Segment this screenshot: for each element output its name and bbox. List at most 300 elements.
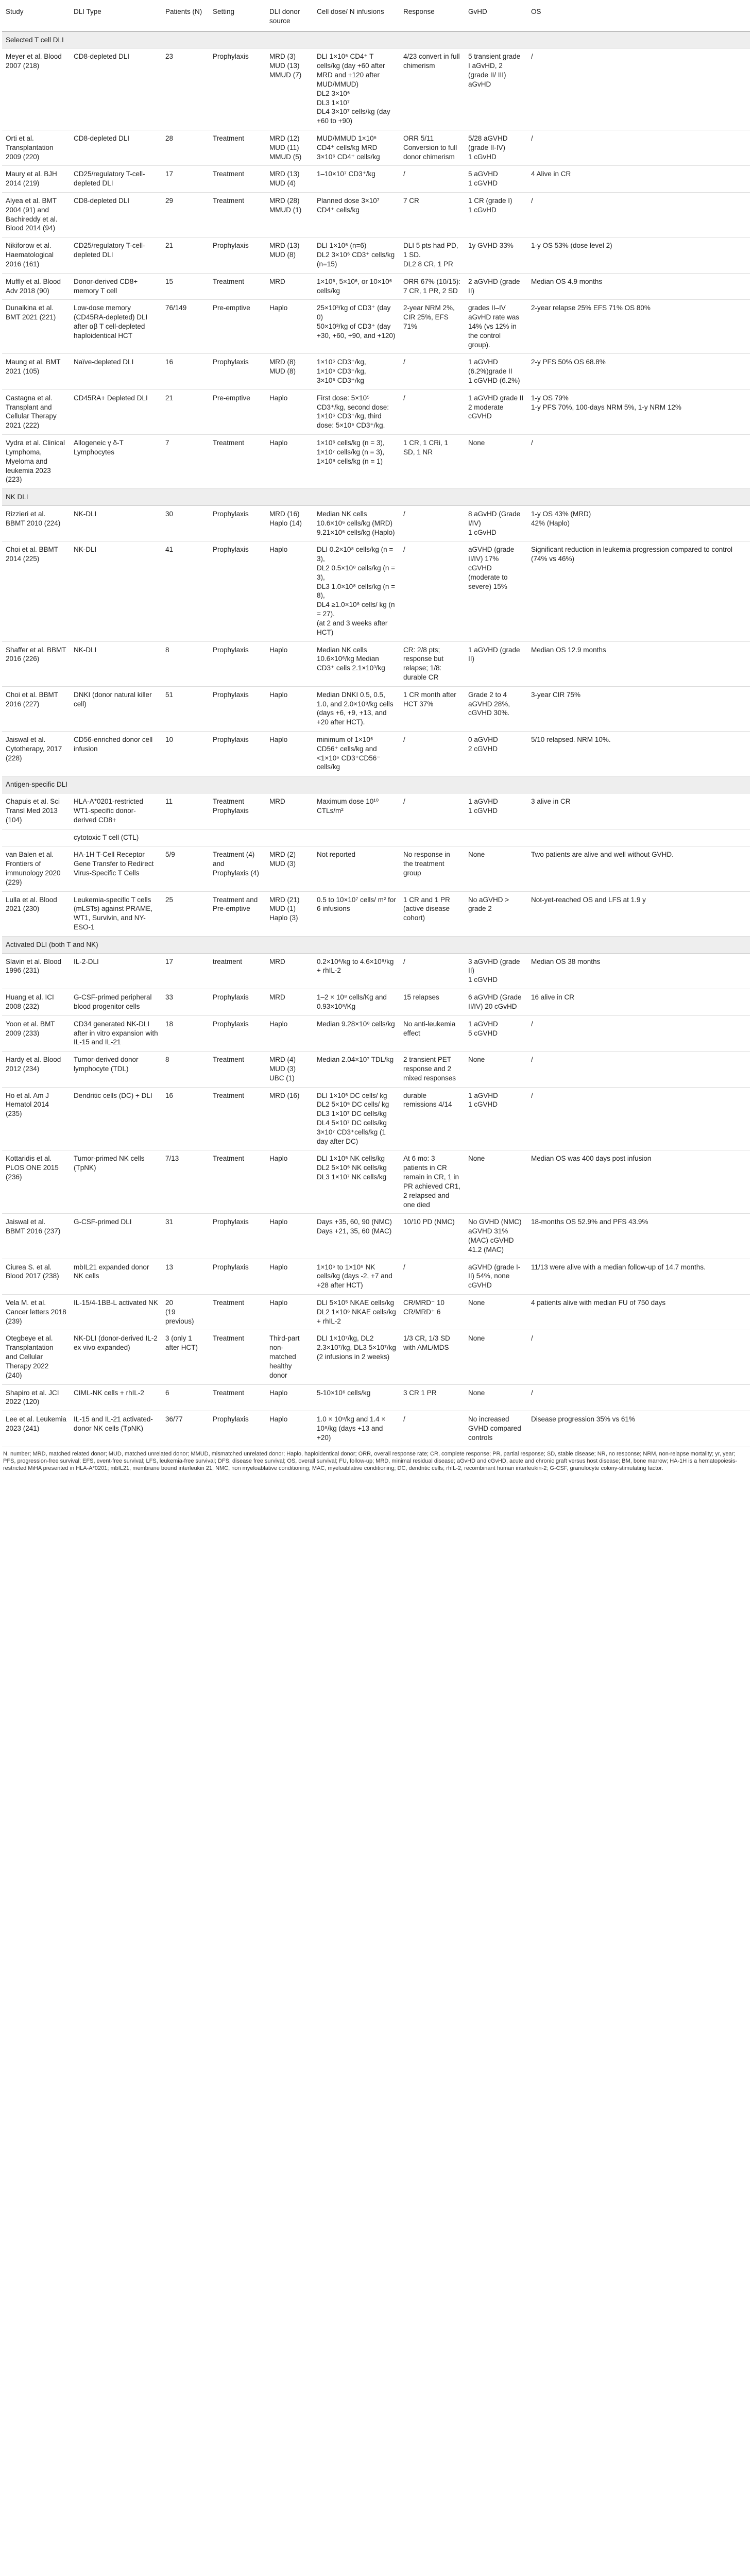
table-cell: /: [400, 354, 465, 389]
table-cell: Shaffer et al. BBMT 2016 (226): [2, 641, 70, 686]
table-cell: NK-DLI: [70, 505, 162, 541]
table-cell: /: [527, 130, 750, 165]
header-dli-type: DLI Type: [70, 2, 162, 31]
table-row: [2, 300, 750, 354]
table-cell: aGVHD (grade II/IV) 17% cGVHD (moderate to severe) 15%: [465, 541, 527, 641]
table-cell: Prophylaxis: [209, 48, 266, 130]
table-cell: 33: [162, 989, 209, 1016]
table-cell: No response in the treatment group: [400, 846, 465, 891]
table-cell: 16 alive in CR: [527, 989, 750, 1016]
table-cell: Haplo: [266, 686, 313, 731]
table-cell: Maury et al. BJH 2014 (219): [2, 166, 70, 193]
table-cell: grades II–IV aGvHD rate was 14% (vs 12% in the control group).: [465, 300, 527, 354]
table-cell: CR/MRD⁻ 10 CR/MRD⁺ 6: [400, 1295, 465, 1330]
header-gvhd: GvHD: [465, 2, 527, 31]
table-cell: Haplo: [266, 300, 313, 354]
table-cell: Prophylaxis: [209, 641, 266, 686]
section-header: [2, 489, 750, 506]
table-cell: 1 CR, 1 CRi, 1 SD, 1 NR: [400, 435, 465, 489]
table-cell: DLI 1×10⁶ NK cells/kg DL2 5×10⁶ NK cells/kg DL3 1×10⁷ NK cells/kg: [313, 1150, 400, 1214]
table-cell: 1-y OS 79% 1-y PFS 70%, 100-days NRM 5%, 1-y NRM 12%: [527, 389, 750, 434]
table-cell: MRD (8) MUD (8): [266, 354, 313, 389]
table-cell: Haplo: [266, 1295, 313, 1330]
table-cell: DLI 1×10⁶ (n=6) DL2 3×10⁶ CD3⁺ cells/kg (n=15): [313, 238, 400, 273]
table-cell: [266, 829, 313, 846]
table-cell: 1-y OS 53% (dose level 2): [527, 238, 750, 273]
table-cell: None: [465, 435, 527, 489]
table-cell: IL-15/4-1BB-L activated NK: [70, 1295, 162, 1330]
table-cell: Shapiro et al. JCI 2022 (120): [2, 1384, 70, 1411]
table-cell: Haplo: [266, 389, 313, 434]
table-cell: 36/77: [162, 1411, 209, 1447]
table-cell: Chapuis et al. Sci Transl Med 2013 (104): [2, 793, 70, 829]
section-header: [2, 776, 750, 793]
table-row: [2, 130, 750, 165]
table-cell: Treatment: [209, 273, 266, 300]
table-cell: Prophylaxis: [209, 1259, 266, 1294]
table-cell: MRD (4) MUD (3) UBC (1): [266, 1052, 313, 1087]
table-cell: Prophylaxis: [209, 1214, 266, 1259]
table-cell: 7 CR: [400, 193, 465, 238]
table-cell: 3 alive in CR: [527, 793, 750, 829]
table-cell: 1 aGVHD (grade II): [465, 641, 527, 686]
table-cell: No aGVHD > grade 2: [465, 891, 527, 936]
table-cell: Planned dose 3×10⁷ CD4⁺ cells/kg: [313, 193, 400, 238]
table-cell: ORR 5/11 Conversion to full donor chimerism: [400, 130, 465, 165]
table-cell: DLI 0.2×10⁸ cells/kg (n = 3), DL2 0.5×10⁸ cells/kg (n = 3), DL3 1.0×10⁸ cells/kg (n = 8), DL4 ≥1.0×10⁸ cells/ kg (n = 27). (at 2 and 3 weeks after HCT): [313, 541, 400, 641]
table-cell: treatment: [209, 953, 266, 989]
table-cell: 2 transient PET response and 2 mixed responses: [400, 1052, 465, 1087]
table-cell: /: [400, 1411, 465, 1447]
table-row: [2, 48, 750, 130]
table-cell: IL-15 and IL-21 activated-donor NK cells (TpNK): [70, 1411, 162, 1447]
table-cell: /: [400, 389, 465, 434]
table-cell: [527, 829, 750, 846]
table-cell: 8: [162, 1052, 209, 1087]
table-cell: None: [465, 1330, 527, 1384]
table-cell: Treatment: [209, 1150, 266, 1214]
table-cell: None: [465, 1295, 527, 1330]
table-cell: CD8-depleted DLI: [70, 130, 162, 165]
table-cell: Tumor-primed NK cells (TpNK): [70, 1150, 162, 1214]
table-cell: Allogeneic γ δ-T Lymphocytes: [70, 435, 162, 489]
table-row: [2, 354, 750, 389]
table-cell: Haplo: [266, 1411, 313, 1447]
table-cell: 5-10×10⁶ cells/kg: [313, 1384, 400, 1411]
table-cell: Haplo: [266, 641, 313, 686]
table-cell: 1 CR and 1 PR (active disease cohort): [400, 891, 465, 936]
table-cell: CIML-NK cells + rhIL-2: [70, 1384, 162, 1411]
table-cell: None: [465, 1052, 527, 1087]
table-cell: Jaiswal et al. Cytotherapy, 2017 (228): [2, 732, 70, 776]
table-cell: 10: [162, 732, 209, 776]
table-row: [2, 505, 750, 541]
table-cell: NK-DLI: [70, 541, 162, 641]
table-cell: CD8-depleted DLI: [70, 193, 162, 238]
table-cell: Lee et al. Leukemia 2023 (241): [2, 1411, 70, 1447]
table-cell: 4 Alive in CR: [527, 166, 750, 193]
table-cell: 0.2×10⁶/kg to 4.6×10⁸/kg + rhIL-2: [313, 953, 400, 989]
dli-studies-table: [2, 2, 750, 1447]
table-cell: CR: 2/8 pts; response but relapse; 1/8: durable CR: [400, 641, 465, 686]
table-cell: Treatment: [209, 1330, 266, 1384]
table-cell: Treatment and Pre-emptive: [209, 891, 266, 936]
table-cell: 15 relapses: [400, 989, 465, 1016]
table-row: [2, 1330, 750, 1384]
table-cell: 17: [162, 166, 209, 193]
table-cell: Haplo: [266, 435, 313, 489]
table-cell: 1–10×10⁷ CD3⁺/kg: [313, 166, 400, 193]
table-cell: 2 aGVHD (grade II): [465, 273, 527, 300]
table-cell: IL-2-DLI: [70, 953, 162, 989]
table-cell: Leukemia-specific T cells (mLSTs) against PRAME, WT1, Survivin, and NY-ESO-1: [70, 891, 162, 936]
table-row: [2, 541, 750, 641]
table-cell: NK-DLI: [70, 641, 162, 686]
table-cell: Rizzieri et al. BBMT 2010 (224): [2, 505, 70, 541]
table-cell: 5/10 relapsed. NRM 10%.: [527, 732, 750, 776]
table-cell: Median NK cells 10.6×10⁶/kg Median CD3⁺ cells 2.1×10³/kg: [313, 641, 400, 686]
table-cell: G-CSF-primed DLI: [70, 1214, 162, 1259]
table-cell: [209, 829, 266, 846]
table-cell: No GVHD (NMC) aGVHD 31% (MAC) cGVHD 41.2 (MAC): [465, 1214, 527, 1259]
table-cell: Vela M. et al. Cancer letters 2018 (239): [2, 1295, 70, 1330]
table-cell: DLI 1×10⁶ CD4⁺ T cells/kg (day +60 after MRD and +120 after MUD/MMUD) DL2 3×10⁶ DL3 1×10⁷ DL4 3×10⁷ cells/kg (day +60 to +90): [313, 48, 400, 130]
table-cell: Days +35, 60, 90 (NMC) Days +21, 35, 60 (MAC): [313, 1214, 400, 1259]
table-cell: /: [400, 793, 465, 829]
section-title: Activated DLI (both T and NK): [2, 936, 750, 953]
section-header: [2, 31, 750, 48]
table-cell: Treatment (4) and Prophylaxis (4): [209, 846, 266, 891]
table-cell: 11: [162, 793, 209, 829]
table-cell: Low-dose memory (CD45RA-depleted) DLI after αβ T cell-depleted haploidentical HCT: [70, 300, 162, 354]
table-cell: 21: [162, 238, 209, 273]
table-cell: DNKI (donor natural killer cell): [70, 686, 162, 731]
table-cell: CD8-depleted DLI: [70, 48, 162, 130]
table-row: [2, 435, 750, 489]
table-cell: 2-y PFS 50% OS 68.8%: [527, 354, 750, 389]
table-cell: No anti-leukemia effect: [400, 1015, 465, 1051]
table-cell: /: [527, 1015, 750, 1051]
table-cell: MRD (2) MUD (3): [266, 846, 313, 891]
table-cell: Treatment: [209, 1295, 266, 1330]
table-cell: CD25/regulatory T-cell-depleted DLI: [70, 166, 162, 193]
table-row: [2, 1295, 750, 1330]
table-cell: At 6 mo: 3 patients in CR remain in CR, 1 in PR achieved CR1, 2 relapsed and one died: [400, 1150, 465, 1214]
table-cell: 20 (19 previous): [162, 1295, 209, 1330]
table-cell: Lulla et al. Blood 2021 (230): [2, 891, 70, 936]
table-cell: 3 (only 1 after HCT): [162, 1330, 209, 1384]
table-cell: 28: [162, 130, 209, 165]
table-cell: 5 aGVHD 1 cGVHD: [465, 166, 527, 193]
table-cell: Prophylaxis: [209, 1015, 266, 1051]
table-cell: Median OS 38 months: [527, 953, 750, 989]
table-cell: minimum of 1×10⁶ CD56⁺ cells/kg and <1×10⁶ CD3⁺CD56⁻ cells/kg: [313, 732, 400, 776]
table-cell: /: [527, 193, 750, 238]
table-cell: 7: [162, 435, 209, 489]
table-row: [2, 829, 750, 846]
table-cell: /: [527, 1384, 750, 1411]
table-cell: DLI 5×10⁵ NKAE cells/kg DL2 1×10⁶ NKAE cells/kg + rhIL-2: [313, 1295, 400, 1330]
table-cell: DLI 1×10⁷/kg, DL2 2.3×10⁷/kg, DL3 5×10⁷/kg (2 infusions in 2 weeks): [313, 1330, 400, 1384]
table-cell: 16: [162, 1087, 209, 1150]
table-cell: Haplo: [266, 1214, 313, 1259]
table-row: [2, 1384, 750, 1411]
table-cell: 1 aGVHD 5 cGVHD: [465, 1015, 527, 1051]
table-row: [2, 166, 750, 193]
table-cell: /: [527, 48, 750, 130]
table-cell: 1–2 × 10⁸ cells/Kg and 0.93×10⁸/Kg: [313, 989, 400, 1016]
table-cell: Choi et al. BBMT 2014 (225): [2, 541, 70, 641]
table-cell: 4 patients alive with median FU of 750 days: [527, 1295, 750, 1330]
table-cell: 1×10⁶ cells/kg (n = 3), 1×10⁷ cells/kg (n = 3), 1×10⁸ cells/kg (n = 1): [313, 435, 400, 489]
section-header: [2, 936, 750, 953]
table-cell: 6: [162, 1384, 209, 1411]
table-cell: 25: [162, 891, 209, 936]
table-cell: cytotoxic T cell (CTL): [70, 829, 162, 846]
table-cell: None: [465, 846, 527, 891]
table-cell: MRD (13) MUD (8): [266, 238, 313, 273]
table-row: [2, 1214, 750, 1259]
table-cell: Median OS 12.9 months: [527, 641, 750, 686]
table-cell: 6 aGVHD (Grade II/IV) 20 cGvHD: [465, 989, 527, 1016]
table-cell: 29: [162, 193, 209, 238]
table-cell: 7/13: [162, 1150, 209, 1214]
header-patients: Patients (N): [162, 2, 209, 31]
table-cell: 8: [162, 641, 209, 686]
table-cell: van Balen et al. Frontiers of immunology 2020 (229): [2, 846, 70, 891]
table-cell: 8 aGvHD (Grade I/IV) 1 cGvHD: [465, 505, 527, 541]
table-cell: Castagna et al. Transplant and Cellular Therapy 2021 (222): [2, 389, 70, 434]
header-cell-dose: Cell dose/ N infusions: [313, 2, 400, 31]
table-cell: No increased GVHD compared controls: [465, 1411, 527, 1447]
table-cell: 1y GVHD 33%: [465, 238, 527, 273]
table-cell: MRD (21) MUD (1) Haplo (3): [266, 891, 313, 936]
table-cell: 16: [162, 354, 209, 389]
table-row: [2, 846, 750, 891]
table-cell: /: [400, 166, 465, 193]
table-cell: MRD (16): [266, 1087, 313, 1150]
table-row: [2, 793, 750, 829]
table-cell: 18-months OS 52.9% and PFS 43.9%: [527, 1214, 750, 1259]
header-donor-source: DLI donor source: [266, 2, 313, 31]
table-cell: MRD: [266, 273, 313, 300]
table-cell: Naïve-depleted DLI: [70, 354, 162, 389]
table-cell: CD25/regulatory T-cell-depleted DLI: [70, 238, 162, 273]
table-cell: 51: [162, 686, 209, 731]
table-cell: Median OS 4.9 months: [527, 273, 750, 300]
table-cell: Yoon et al. BMT 2009 (233): [2, 1015, 70, 1051]
table-cell: Orti et al. Transplantation 2009 (220): [2, 130, 70, 165]
table-cell: Choi et al. BBMT 2016 (227): [2, 686, 70, 731]
table-cell: 3 aGVHD (grade II) 1 cGVHD: [465, 953, 527, 989]
table-cell: 4/23 convert in full chimerism: [400, 48, 465, 130]
table-cell: 1.0 × 10⁸/kg and 1.4 × 10⁸/kg (days +13 and +20): [313, 1411, 400, 1447]
table-cell: /: [400, 541, 465, 641]
table-cell: DLI 5 pts had PD, 1 SD. DL2 8 CR, 1 PR: [400, 238, 465, 273]
table-cell: MRD: [266, 989, 313, 1016]
table-cell: Prophylaxis: [209, 541, 266, 641]
table-cell: 1 aGVHD 1 cGVHD: [465, 1087, 527, 1150]
header-setting: Setting: [209, 2, 266, 31]
table-cell: Prophylaxis: [209, 505, 266, 541]
table-cell: Maximum dose 10¹⁰ CTLs/m²: [313, 793, 400, 829]
table-cell: /: [400, 505, 465, 541]
table-cell: MRD (28) MMUD (1): [266, 193, 313, 238]
header-row: [2, 2, 750, 31]
table-row: [2, 641, 750, 686]
table-cell: 1 aGVHD grade II 2 moderate cGVHD: [465, 389, 527, 434]
table-cell: Ho et al. Am J Hematol 2014 (235): [2, 1087, 70, 1150]
header-response: Response: [400, 2, 465, 31]
table-cell: Treatment: [209, 435, 266, 489]
table-cell: Dunaikina et al. BMT 2021 (221): [2, 300, 70, 354]
table-cell: Pre-emptive: [209, 389, 266, 434]
table-cell: 1/3 CR, 1/3 SD with AML/MDS: [400, 1330, 465, 1384]
table-row: [2, 686, 750, 731]
table-cell: 30: [162, 505, 209, 541]
table-row: [2, 1150, 750, 1214]
table-cell: 5/28 aGVHD (grade II-IV) 1 cGvHD: [465, 130, 527, 165]
table-row: [2, 989, 750, 1016]
table-cell: HA-1H T-Cell Receptor Gene Transfer to Redirect Virus-Specific T Cells: [70, 846, 162, 891]
table-cell: 31: [162, 1214, 209, 1259]
table-cell: 5 transient grade I aGvHD, 2 (grade II/ III) aGvHD: [465, 48, 527, 130]
table-cell: 0.5 to 10×10⁷ cells/ m² for 6 infusions: [313, 891, 400, 936]
table-cell: MUD/MMUD 1×10⁶ CD4⁺ cells/kg MRD 3×10⁶ CD4⁺ cells/kg: [313, 130, 400, 165]
table-cell: 21: [162, 389, 209, 434]
table-cell: Median 2.04×10⁷ TDL/kg: [313, 1052, 400, 1087]
table-cell: Haplo: [266, 1015, 313, 1051]
table-cell: MRD (3) MUD (13) MMUD (7): [266, 48, 313, 130]
table-cell: 76/149: [162, 300, 209, 354]
table-row: [2, 389, 750, 434]
table-row: [2, 238, 750, 273]
table-cell: MRD (13) MUD (4): [266, 166, 313, 193]
table-cell: Grade 2 to 4 aGVHD 28%, cGVHD 30%.: [465, 686, 527, 731]
table-row: [2, 1052, 750, 1087]
table-cell: Not reported: [313, 846, 400, 891]
table-cell: Dendritic cells (DC) + DLI: [70, 1087, 162, 1150]
table-cell: CD34 generated NK-DLI after in vitro expansion with IL-15 and IL-21: [70, 1015, 162, 1051]
table-cell: [313, 829, 400, 846]
table-cell: Haplo: [266, 1150, 313, 1214]
table-cell: Treatment Prophylaxis: [209, 793, 266, 829]
table-header: [2, 2, 750, 31]
table-cell: 13: [162, 1259, 209, 1294]
table-cell: 1 aGVHD 1 cGVHD: [465, 793, 527, 829]
table-cell: Kottaridis et al. PLOS ONE 2015 (236): [2, 1150, 70, 1214]
table-cell: Otegbeye et al. Transplantation and Cellular Therapy 2022 (240): [2, 1330, 70, 1384]
table-row: [2, 1087, 750, 1150]
table-cell: 15: [162, 273, 209, 300]
table-row: [2, 1259, 750, 1294]
header-study: Study: [2, 2, 70, 31]
table-cell: MRD: [266, 953, 313, 989]
table-cell: /: [400, 732, 465, 776]
table-cell: Jaiswal et al. BBMT 2016 (237): [2, 1214, 70, 1259]
table-cell: Prophylaxis: [209, 732, 266, 776]
table-cell: Hardy et al. Blood 2012 (234): [2, 1052, 70, 1087]
table-row: [2, 891, 750, 936]
table-cell: 41: [162, 541, 209, 641]
table-cell: DLI 1×10⁶ DC cells/ kg DL2 5×10⁶ DC cells/ kg DL3 1×10⁷ DC cells/kg DL4 5×10⁷ DC cells/kg 3×10⁷ CD3⁺cells/kg (1 day after DC): [313, 1087, 400, 1150]
table-cell: Median 9.28×10⁸ cells/kg: [313, 1015, 400, 1051]
table-cell: Third-part non-matched healthy donor: [266, 1330, 313, 1384]
table-cell: Treatment: [209, 1384, 266, 1411]
table-cell: 1-y OS 43% (MRD) 42% (Haplo): [527, 505, 750, 541]
table-cell: 17: [162, 953, 209, 989]
table-row: [2, 1411, 750, 1447]
table-cell: 18: [162, 1015, 209, 1051]
table-cell: MRD (12) MUD (11) MMUD (5): [266, 130, 313, 165]
table-cell: 23: [162, 48, 209, 130]
table-cell: Significant reduction in leukemia progression compared to control (74% vs 46%): [527, 541, 750, 641]
table-cell: Haplo: [266, 1259, 313, 1294]
table-cell: 1×10⁵ to 1×10⁸ NK cells/kg (days -2, +7 and +28 after HCT): [313, 1259, 400, 1294]
table-cell: CD45RA+ Depleted DLI: [70, 389, 162, 434]
table-cell: Disease progression 35% vs 61%: [527, 1411, 750, 1447]
table-footnote: N, number; MRD, matched related donor; MUD, matched unrelated donor; MMUD, mismatched unrelated donor; Haplo, haploidentical donor; ORR, overall response rate; CR, complete response; PR, partial response; SD, stable disease; NR, no response; NRM, non-relapse mortality; yr, year; PFS, progression-free survival; EFS, event-free survival; LFS, leukemia-free survival; DFS, disease free survival; OS, overall survival; FU, follow-up; MRD, minimal residual disease; aGvHD and cGvHD, acute and chronic graft versus host disease; BM, bone marrow; HA-1H is a hematopoiesis-restricted MiHA presented in HLA-A*0201; mbIL21, membrane bound interleukin 21; NMC, non myeloablative conditioning; MAC, myeloablative conditioning; DC, dendritic cells; rhIL-2, recombinant human interleukin-2; G-CSF, granulocyte colony-stimulating factor.: [3, 1450, 738, 1472]
table-cell: aGVHD (grade I-II) 54%, none cGVHD: [465, 1259, 527, 1294]
table-cell: 0 aGVHD 2 cGVHD: [465, 732, 527, 776]
table-cell: Median NK cells 10.6×10⁶ cells/kg (MRD) 9.21×10⁶ cells/kg (Haplo): [313, 505, 400, 541]
table-cell: G-CSF-primed peripheral blood progenitor cells: [70, 989, 162, 1016]
table-cell: 1×10⁵ CD3⁺/kg, 1×10⁶ CD3⁺/kg, 3×10⁶ CD3⁺/kg: [313, 354, 400, 389]
table-cell: /: [527, 1330, 750, 1384]
table-cell: 10/10 PD (NMC): [400, 1214, 465, 1259]
table-cell: Meyer et al. Blood 2007 (218): [2, 48, 70, 130]
table-cell: mbIL21 expanded donor NK cells: [70, 1259, 162, 1294]
table-cell: Treatment: [209, 166, 266, 193]
table-cell: [465, 829, 527, 846]
table-cell: Not-yet-reached OS and LFS at 1.9 y: [527, 891, 750, 936]
table-cell: 1 CR month after HCT 37%: [400, 686, 465, 731]
table-cell: [400, 829, 465, 846]
table-cell: 5/9: [162, 846, 209, 891]
table-cell: 25×10³/kg of CD3⁺ (day 0) 50×10³/kg of CD3⁺ (day +30, +60, +90, and +120): [313, 300, 400, 354]
table-cell: MRD: [266, 793, 313, 829]
table-row: [2, 1015, 750, 1051]
table-cell: Ciurea S. et al. Blood 2017 (238): [2, 1259, 70, 1294]
table-row: [2, 732, 750, 776]
table-cell: [2, 829, 70, 846]
table-cell: 1 aGVHD (6.2%)grade II 1 cGVHD (6.2%): [465, 354, 527, 389]
document: [0, 2, 752, 1472]
table-cell: NK-DLI (donor-derived IL-2 ex vivo expanded): [70, 1330, 162, 1384]
table-cell: 2-year NRM 2%, CIR 25%, EFS 71%: [400, 300, 465, 354]
table-cell: Prophylaxis: [209, 1411, 266, 1447]
table-cell: Prophylaxis: [209, 238, 266, 273]
table-cell: 1 CR (grade I) 1 cGvHD: [465, 193, 527, 238]
table-cell: CD56-enriched donor cell infusion: [70, 732, 162, 776]
table-cell: 1×10⁶, 5×10⁶, or 10×10⁶ cells/kg: [313, 273, 400, 300]
table-cell: /: [527, 1087, 750, 1150]
table-body: [2, 31, 750, 1447]
table-cell: Vydra et al. Clinical Lymphoma, Myeloma and leukemia 2023 (223): [2, 435, 70, 489]
table-cell: Alyea et al. BMT 2004 (91) and Bachireddy et al. Blood 2014 (94): [2, 193, 70, 238]
table-cell: durable remissions 4/14: [400, 1087, 465, 1150]
table-cell: Treatment: [209, 1052, 266, 1087]
section-title: Antigen-specific DLI: [2, 776, 750, 793]
table-cell: /: [400, 953, 465, 989]
table-row: [2, 953, 750, 989]
table-cell: Prophylaxis: [209, 354, 266, 389]
table-cell: Treatment: [209, 130, 266, 165]
section-title: Selected T cell DLI: [2, 31, 750, 48]
section-title: NK DLI: [2, 489, 750, 506]
table-cell: 3 CR 1 PR: [400, 1384, 465, 1411]
table-cell: Muffly et al. Blood Adv 2018 (90): [2, 273, 70, 300]
